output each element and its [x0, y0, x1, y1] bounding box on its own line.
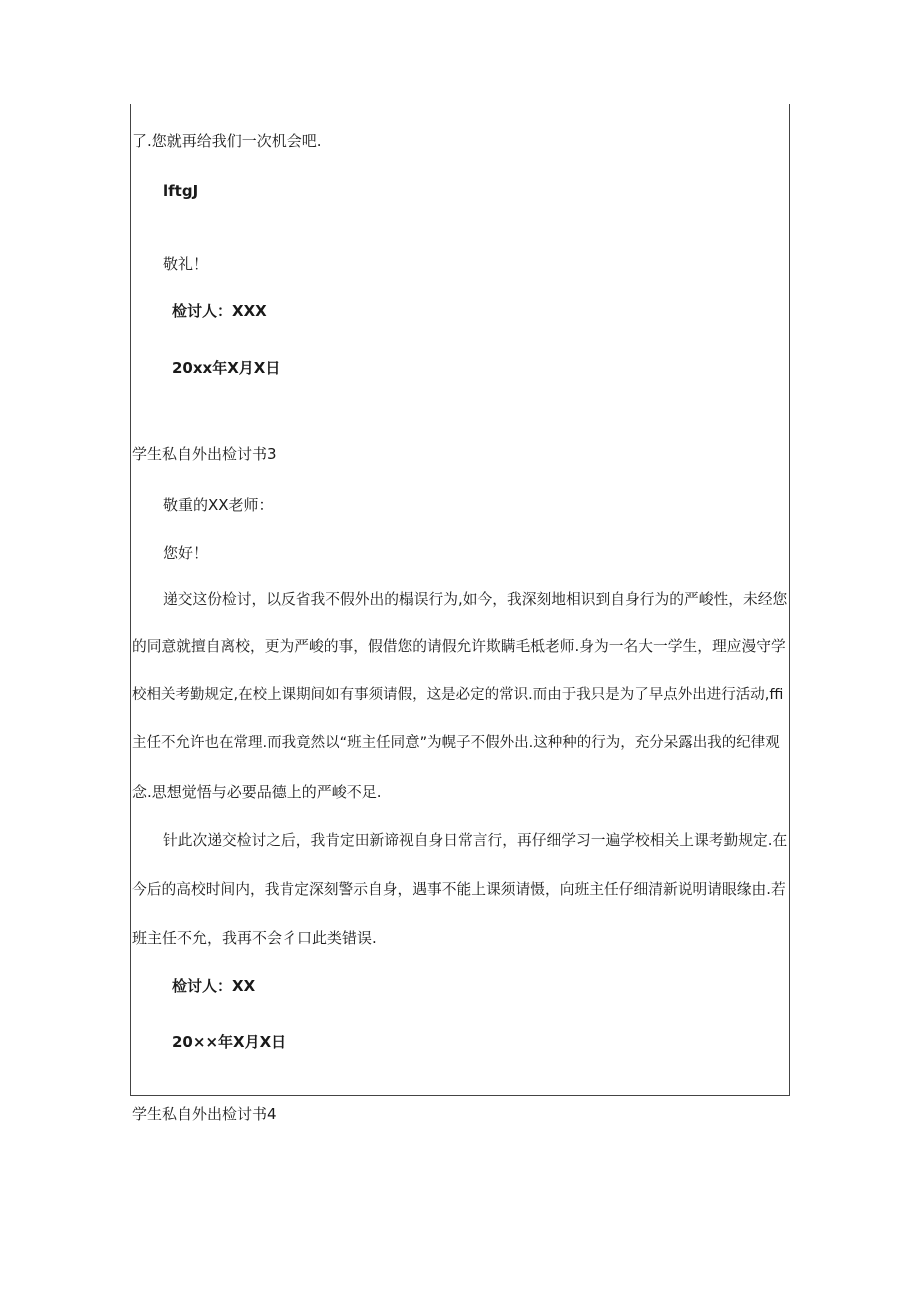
date-text: 20xx年X月X日	[172, 359, 281, 377]
letter3-date: 20××年X月X日	[172, 1033, 287, 1051]
p2-line-3: 班主任不允，我再不会彳口此类错误.	[132, 929, 377, 947]
p1-line-3: 校相关考勤规定,在校上课期间如有事须请假，这是必定的常识.而由于我只是为了早点外出进行活动,ffi	[132, 687, 784, 703]
p2-line-2: 今后的高校时间内，我肯定深刻警示自身，遇事不能上课须请慑，向班主任仔细清新说明请眼缘由.若	[132, 881, 786, 898]
p1-line-5: 念.思想觉悟与必要品德上的严峻不足.	[132, 783, 382, 801]
p1-line-2: 的同意就擅自离校，更为严峻的事，假借您的请假允许欺瞒毛柢老师.身为一名大一学生，理应漫守学	[132, 638, 786, 655]
signer-text: 检讨人：XXX	[172, 302, 267, 320]
continuation-text: 了.您就再给我们一次机会吧.	[132, 132, 322, 150]
letter3-greeting: 敬重的XX老师：	[163, 496, 274, 514]
p2-line-1: 针此次递交检讨之后，我肯定田新谛视自身日常言行，再仔细学习一遍学校相关上课考勤规定.在	[163, 832, 788, 849]
letter3-hello: 您好！	[163, 544, 209, 562]
garbled-text: lftgJ	[163, 182, 199, 200]
letter3-title: 学生私自外出检讨书3	[132, 445, 277, 463]
p1-line-4: 主任不允许也在常理.而我竟然以“班主任同意”为幌子不假外出.这种种的行为，充分呆露出我的纪律观	[132, 735, 780, 751]
letter4-title: 学生私自外出检讨书4	[132, 1105, 277, 1123]
letter3-signer: 检讨人：XX	[172, 977, 256, 995]
p1-line-1: 递交这份检讨，以反省我不假外出的榻误行为,如今，我深刻地相识到自身行为的严峻性，未经您	[163, 591, 788, 608]
salute-text: 敬礼！	[163, 255, 209, 273]
